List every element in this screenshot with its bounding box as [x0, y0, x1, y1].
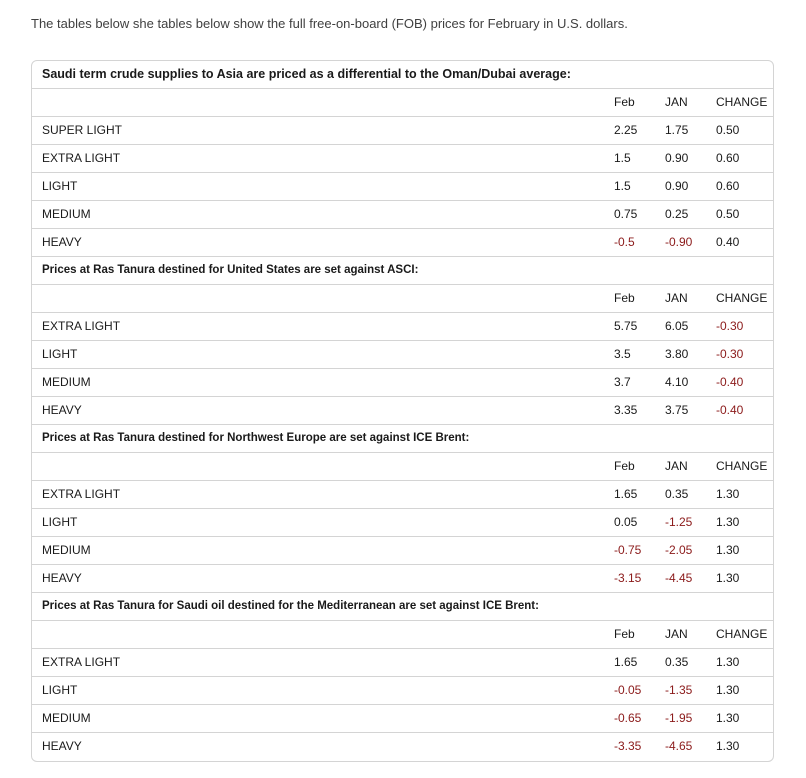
- grade-label: LIGHT: [42, 515, 78, 529]
- table-row: [32, 229, 773, 257]
- grade-label: LIGHT: [42, 347, 78, 361]
- change-value: 0.50: [716, 207, 740, 221]
- table-row: [32, 145, 773, 173]
- header-feb: Feb: [614, 291, 635, 305]
- grade-label: EXTRA LIGHT: [42, 487, 121, 501]
- grade-label: SUPER LIGHT: [42, 123, 123, 137]
- table-row: [32, 705, 773, 733]
- change-value: -0.30: [716, 347, 744, 361]
- table-row: [32, 565, 773, 593]
- table-row: [32, 649, 773, 677]
- table-row: [32, 313, 773, 341]
- jan-value: 3.75: [665, 403, 689, 417]
- feb-value: -0.65: [614, 711, 642, 725]
- jan-value: 0.90: [665, 151, 689, 165]
- feb-value: 2.25: [614, 123, 638, 137]
- jan-value: -1.95: [665, 711, 693, 725]
- column-header-row: [32, 89, 773, 117]
- section-caption: Prices at Ras Tanura destined for United States are set against ASCI:: [32, 257, 773, 285]
- change-value: 0.60: [716, 151, 740, 165]
- change-value: 0.60: [716, 179, 740, 193]
- jan-value: 0.35: [665, 487, 689, 501]
- feb-value: 1.65: [614, 655, 638, 669]
- change-value: 1.30: [716, 711, 740, 725]
- feb-value: 3.5: [614, 347, 631, 361]
- grade-label: EXTRA LIGHT: [42, 319, 121, 333]
- section-caption: Saudi term crude supplies to Asia are priced as a differential to the Oman/Dubai average:: [32, 61, 773, 89]
- header-change: CHANGE: [716, 95, 768, 109]
- change-value: 0.40: [716, 235, 740, 249]
- header-jan: JAN: [665, 459, 688, 473]
- grade-label: HEAVY: [42, 739, 82, 753]
- section-caption: Prices at Ras Tanura for Saudi oil destined for the Mediterranean are set against ICE Brent:: [32, 593, 773, 621]
- grade-label: MEDIUM: [42, 711, 91, 725]
- grade-label: LIGHT: [42, 179, 78, 193]
- grade-label: MEDIUM: [42, 375, 91, 389]
- header-feb: Feb: [614, 627, 635, 641]
- change-value: -0.40: [716, 375, 744, 389]
- feb-value: -3.35: [614, 739, 642, 753]
- header-feb: Feb: [614, 459, 635, 473]
- change-value: 1.30: [716, 487, 740, 501]
- header-jan: JAN: [665, 95, 688, 109]
- table-row: [32, 509, 773, 537]
- jan-value: 3.80: [665, 347, 689, 361]
- column-header-row: [32, 453, 773, 481]
- change-value: -0.30: [716, 319, 744, 333]
- feb-value: 1.65: [614, 487, 638, 501]
- grade-label: LIGHT: [42, 683, 78, 697]
- jan-value: 0.25: [665, 207, 689, 221]
- table-row: [32, 173, 773, 201]
- change-value: 1.30: [716, 543, 740, 557]
- feb-value: -3.15: [614, 571, 642, 585]
- header-change: CHANGE: [716, 459, 768, 473]
- grade-label: EXTRA LIGHT: [42, 655, 121, 669]
- jan-value: 0.35: [665, 655, 689, 669]
- feb-value: 3.35: [614, 403, 638, 417]
- grade-label: MEDIUM: [42, 543, 91, 557]
- fob-price-table: [31, 60, 774, 762]
- table-row: [32, 733, 773, 761]
- jan-value: 6.05: [665, 319, 689, 333]
- change-value: 1.30: [716, 515, 740, 529]
- grade-label: HEAVY: [42, 235, 82, 249]
- section-caption: Prices at Ras Tanura destined for Northwest Europe are set against ICE Brent:: [32, 425, 773, 453]
- table-row: [32, 341, 773, 369]
- grade-label: EXTRA LIGHT: [42, 151, 121, 165]
- jan-value: -4.65: [665, 739, 693, 753]
- header-feb: Feb: [614, 95, 635, 109]
- jan-value: -0.90: [665, 235, 693, 249]
- table-row: [32, 369, 773, 397]
- header-jan: JAN: [665, 627, 688, 641]
- feb-value: 1.5: [614, 151, 631, 165]
- change-value: 1.30: [716, 571, 740, 585]
- feb-value: 1.5: [614, 179, 631, 193]
- feb-value: -0.05: [614, 683, 642, 697]
- header-change: CHANGE: [716, 291, 768, 305]
- feb-value: 0.05: [614, 515, 638, 529]
- intro-text: The tables below she tables below show the full free-on-board (FOB) prices for February in U.S. dollars.: [31, 16, 628, 31]
- feb-value: -0.5: [614, 235, 635, 249]
- header-jan: JAN: [665, 291, 688, 305]
- change-value: 1.30: [716, 655, 740, 669]
- table-row: [32, 201, 773, 229]
- change-value: -0.40: [716, 403, 744, 417]
- table-row: [32, 397, 773, 425]
- grade-label: HEAVY: [42, 571, 82, 585]
- grade-label: MEDIUM: [42, 207, 91, 221]
- table-row: [32, 677, 773, 705]
- table-row: [32, 481, 773, 509]
- jan-value: -1.35: [665, 683, 693, 697]
- jan-value: 0.90: [665, 179, 689, 193]
- header-change: CHANGE: [716, 627, 768, 641]
- column-header-row: [32, 621, 773, 649]
- change-value: 1.30: [716, 683, 740, 697]
- jan-value: -1.25: [665, 515, 693, 529]
- grade-label: HEAVY: [42, 403, 82, 417]
- table-row: [32, 117, 773, 145]
- column-header-row: [32, 285, 773, 313]
- feb-value: 0.75: [614, 207, 638, 221]
- jan-value: 1.75: [665, 123, 689, 137]
- change-value: 1.30: [716, 739, 740, 753]
- feb-value: 3.7: [614, 375, 631, 389]
- table-row: [32, 537, 773, 565]
- jan-value: -2.05: [665, 543, 693, 557]
- change-value: 0.50: [716, 123, 740, 137]
- jan-value: 4.10: [665, 375, 689, 389]
- jan-value: -4.45: [665, 571, 693, 585]
- feb-value: -0.75: [614, 543, 642, 557]
- feb-value: 5.75: [614, 319, 638, 333]
